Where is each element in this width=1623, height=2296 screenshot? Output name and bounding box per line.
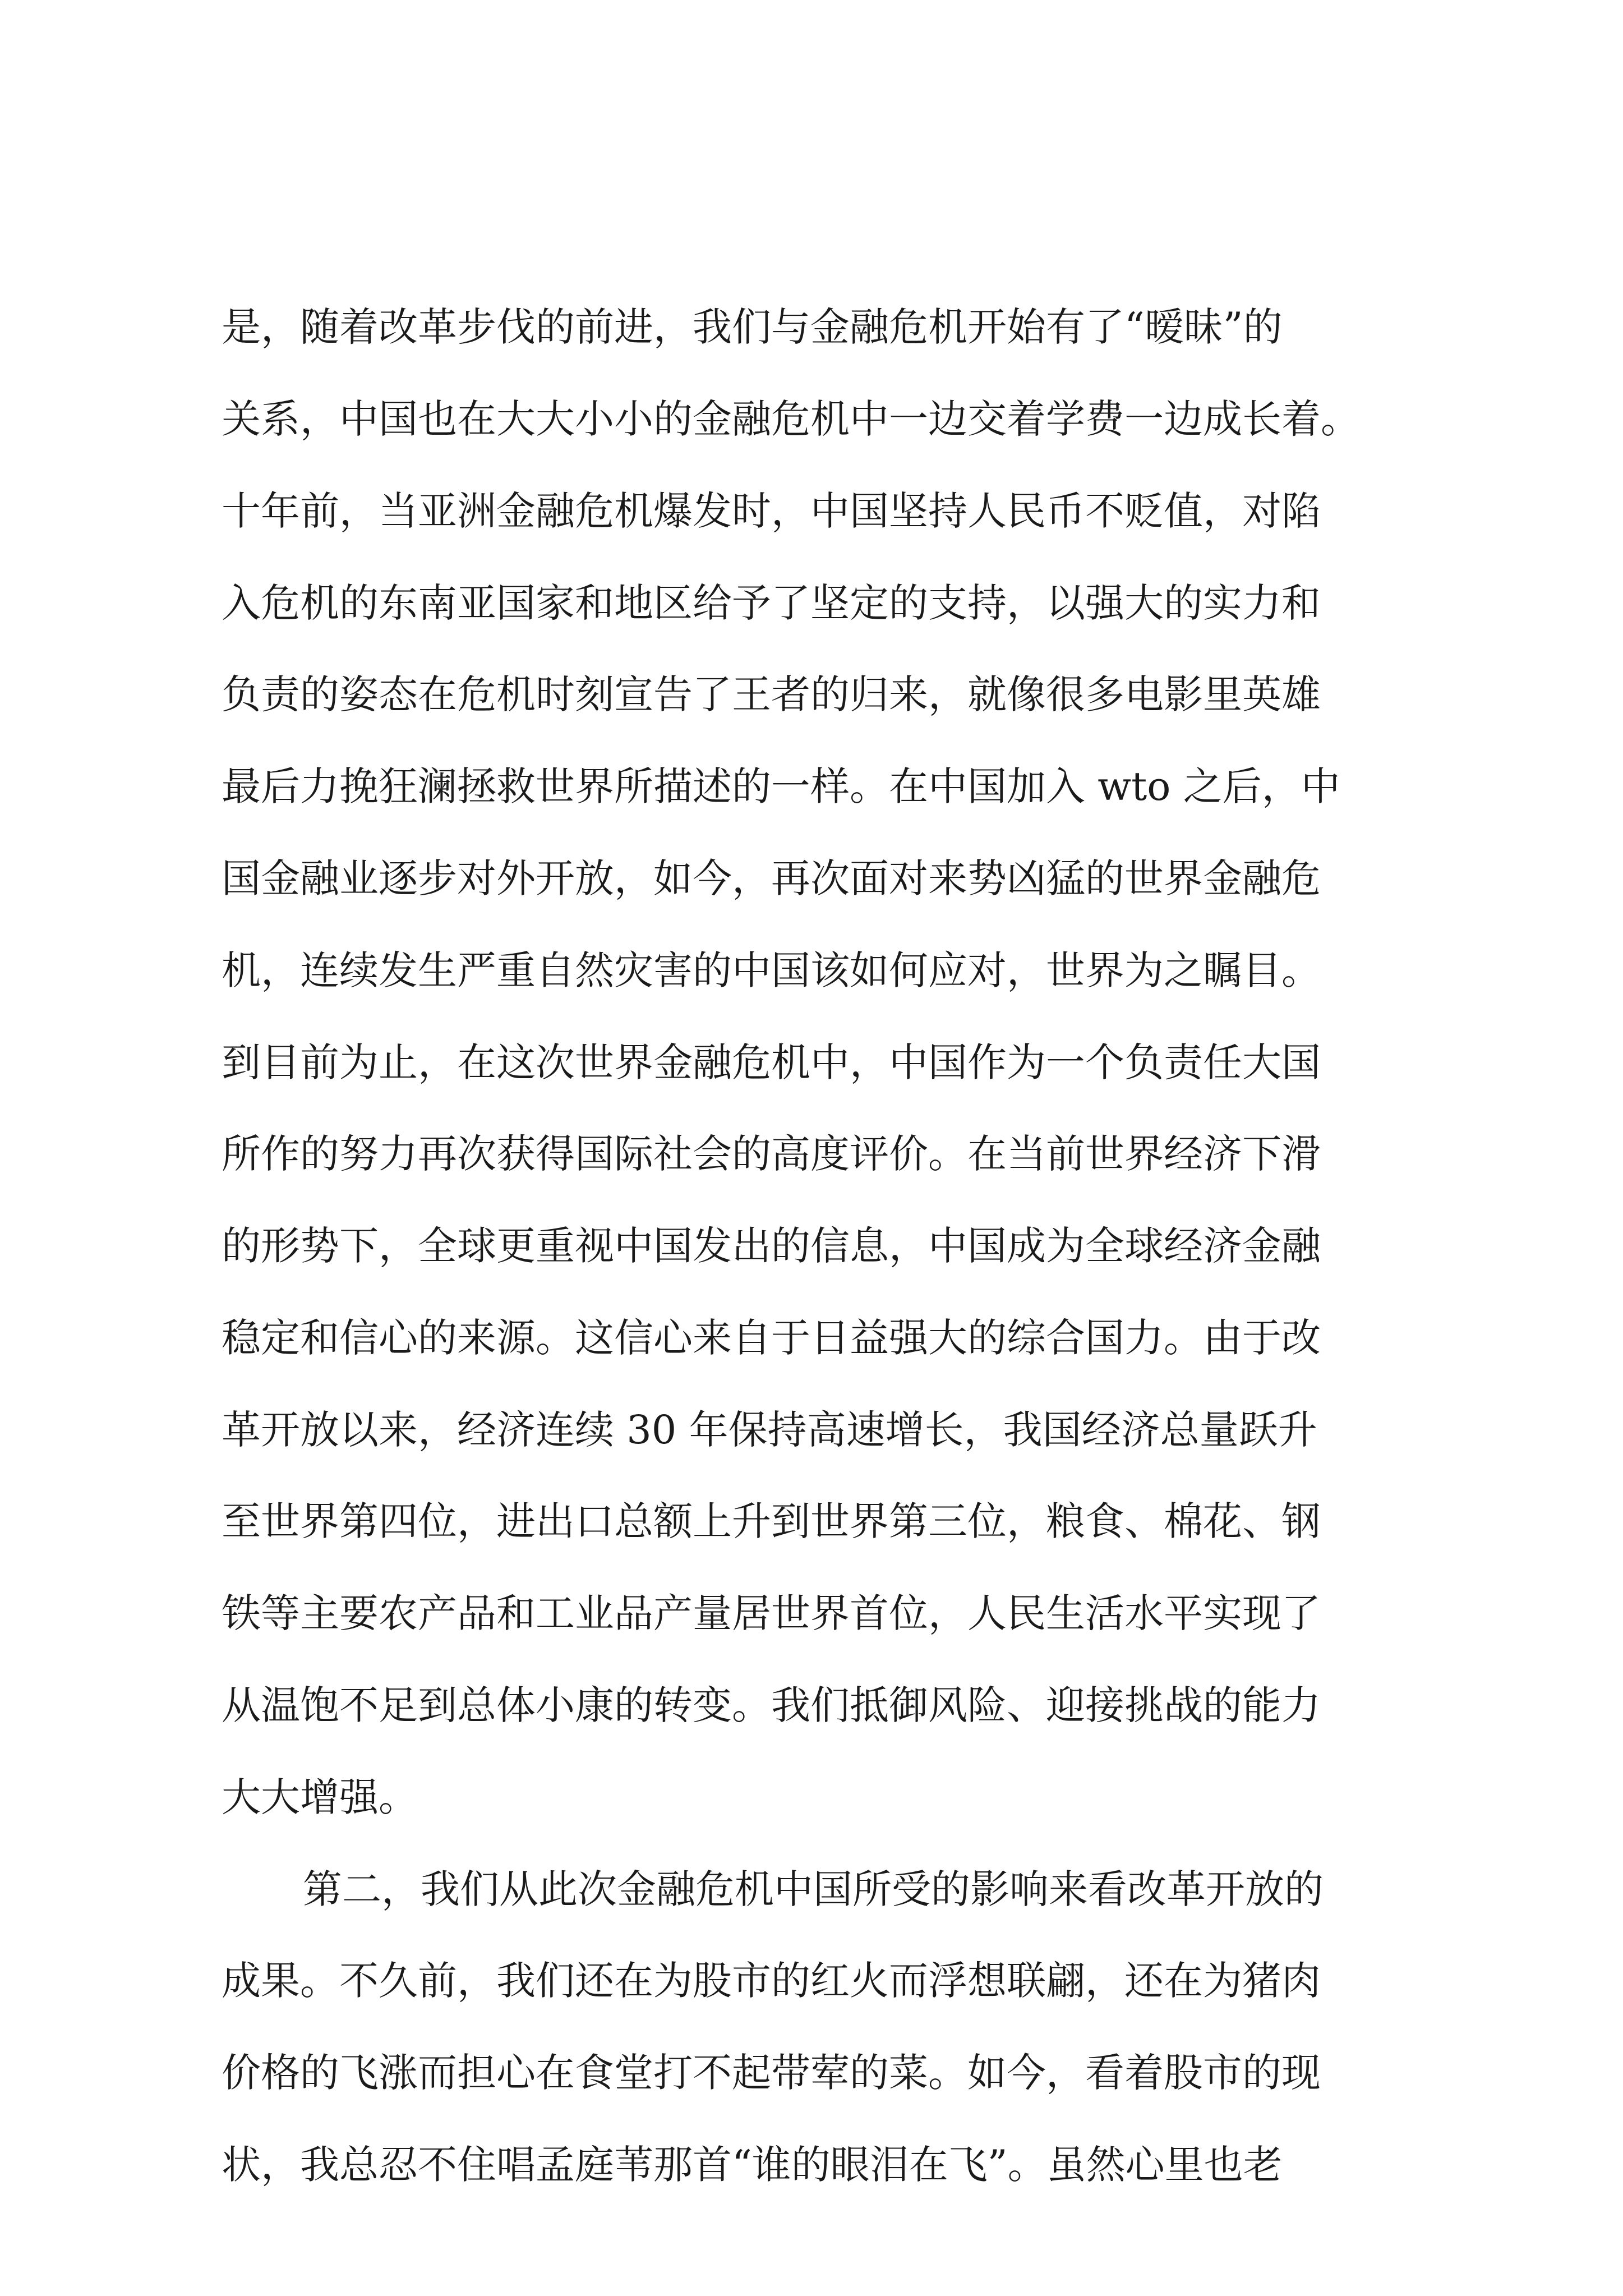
text-line: 铁等主要农产品和工业品产量居世界首位，人民生活水平实现了 [222, 1590, 1321, 1636]
text-line: 革开放以来，经济连续 30 年保持高速增长，我国经济总量跃升 [222, 1407, 1317, 1453]
text-line: 成果。不久前，我们还在为股市的红火而浮想联翩，还在为猪肉 [222, 1958, 1321, 2004]
text-line: 大大增强。 [222, 1774, 418, 1820]
text-line: 入危机的东南亚国家和地区给予了坚定的支持，以强大的实力和 [222, 580, 1321, 626]
text-line: 关系，中国也在大大小小的金融危机中一边交着学费一边成长着。 [222, 396, 1360, 442]
text-line: 的形势下，全球更重视中国发出的信息，中国成为全球经济金融 [222, 1223, 1321, 1269]
text-line: 状，我总忍不住唱孟庭苇那首“谁的眼泪在飞”。虽然心里也老 [222, 2142, 1283, 2188]
paragraph-first-line: 第二，我们从此次金融危机中国所受的影响来看改革开放的 [303, 1866, 1324, 1912]
text-line: 十年前，当亚洲金融危机爆发时，中国坚持人民币不贬值，对陷 [222, 488, 1321, 534]
text-line: 到目前为止，在这次世界金融危机中，中国作为一个负责任大国 [222, 1039, 1321, 1085]
text-line: 所作的努力再次获得国际社会的高度评价。在当前世界经济下滑 [222, 1131, 1321, 1177]
text-line: 至世界第四位，进出口总额上升到世界第三位，粮食、棉花、钢 [222, 1498, 1321, 1544]
text-line: 最后力挽狂澜拯救世界所描述的一样。在中国加入 wto 之后，中 [222, 763, 1340, 809]
text-line: 价格的飞涨而担心在食堂打不起带荤的菜。如今，看着股市的现 [222, 2050, 1321, 2096]
text-line: 国金融业逐步对外开放，如今，再次面对来势凶猛的世界金融危 [222, 855, 1321, 901]
text-line: 是，随着改革步伐的前进，我们与金融危机开始有了“暧昧”的 [222, 304, 1283, 350]
text-line: 稳定和信心的来源。这信心来自于日益强大的综合国力。由于改 [222, 1315, 1321, 1361]
text-line: 负责的姿态在危机时刻宣告了王者的归来，就像很多电影里英雄 [222, 671, 1321, 717]
text-line: 机，连续发生严重自然灾害的中国该如何应对，世界为之瞩目。 [222, 947, 1321, 993]
text-line: 从温饱不足到总体小康的转变。我们抵御风险、迎接挑战的能力 [222, 1682, 1321, 1728]
